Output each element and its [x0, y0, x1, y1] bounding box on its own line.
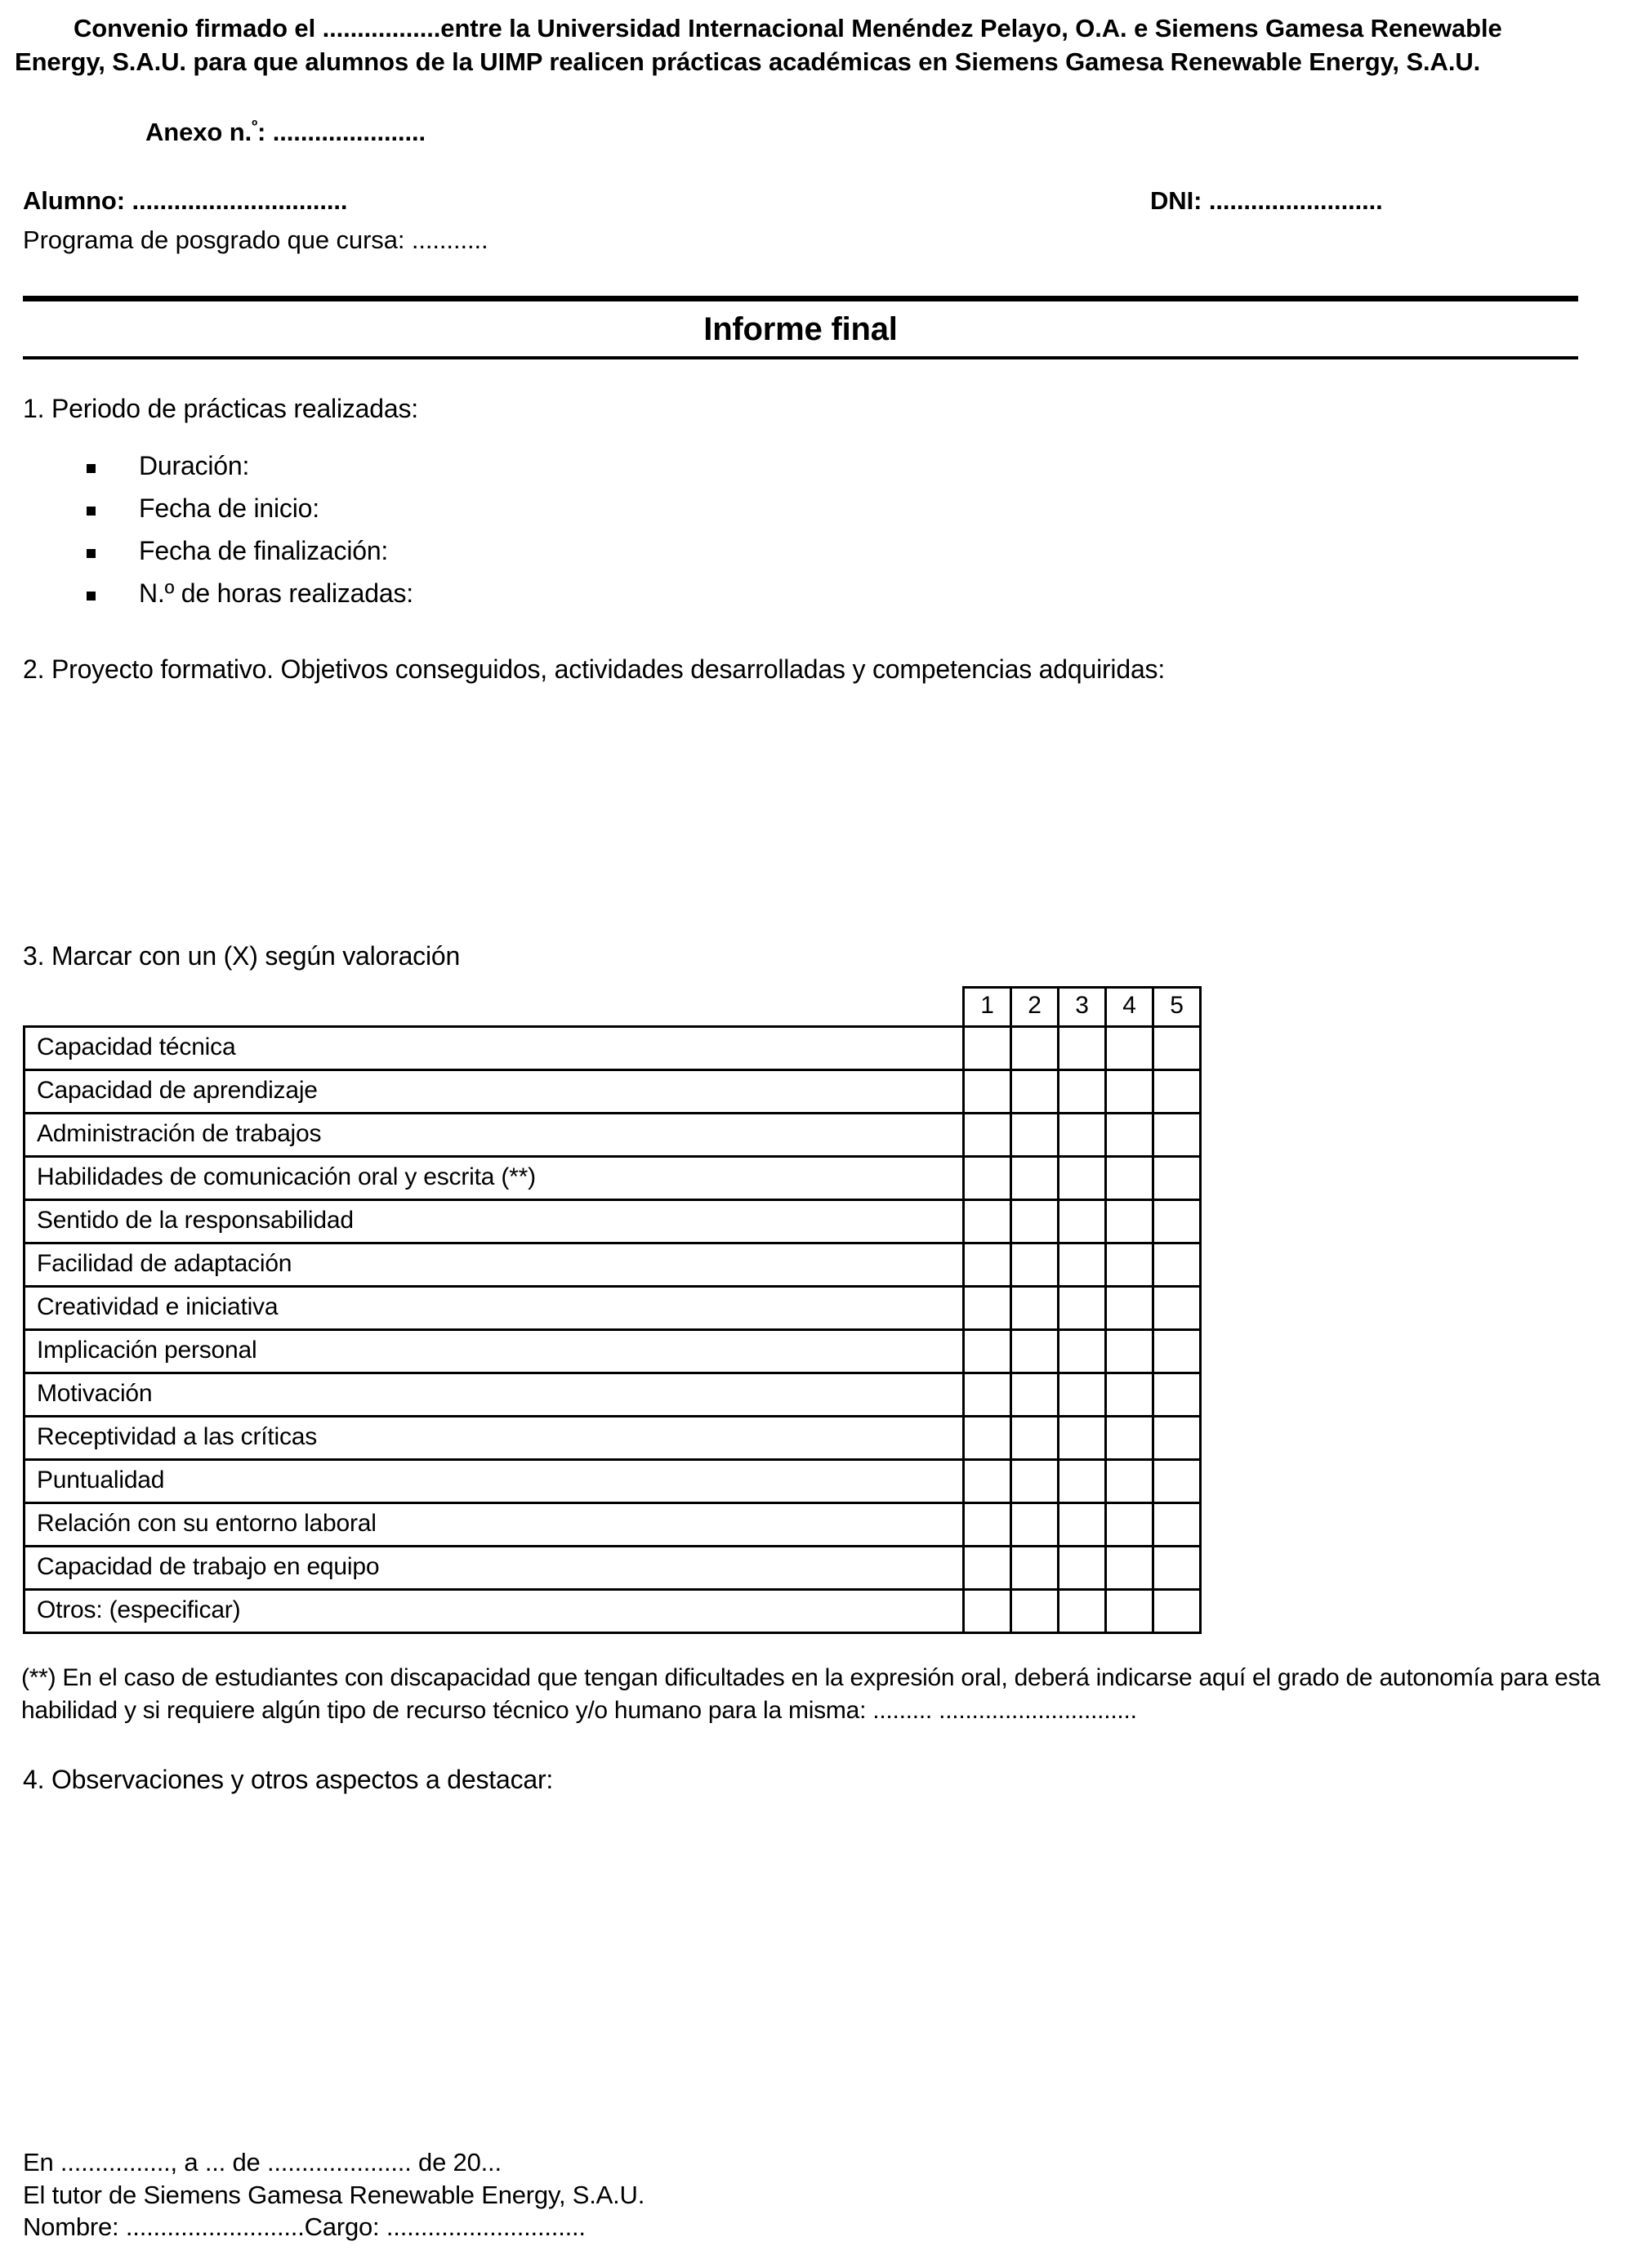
list-item-label: Duración:	[139, 451, 250, 481]
rating-cell-5[interactable]	[1153, 1113, 1201, 1156]
tutor-line: El tutor de Siemens Gamesa Renewable Energy, S.A.U.	[23, 2180, 645, 2209]
square-bullet-icon	[87, 464, 96, 473]
rating-cell-1[interactable]	[964, 1113, 1011, 1156]
rating-table-container	[23, 986, 1199, 1634]
rating-cell-3[interactable]	[1059, 1373, 1106, 1416]
list-item	[15, 445, 1608, 488]
list-item	[15, 530, 1608, 573]
rating-cell-3[interactable]	[1059, 1589, 1106, 1632]
rating-cell-1[interactable]	[964, 1199, 1011, 1243]
table-row	[25, 1156, 1201, 1199]
table-row	[25, 1546, 1201, 1589]
section-3-heading: 3. Marcar con un (X) según valoración	[23, 940, 461, 971]
table-row	[25, 1113, 1201, 1156]
place-date-line: En ................, a ... de ..................... de 20...	[23, 2148, 502, 2177]
rating-scale-header-4: 4	[1106, 987, 1153, 1026]
section-1-heading: 1. Periodo de prácticas realizadas:	[23, 394, 418, 424]
criterion-label: Creatividad e iniciativa	[25, 1286, 964, 1329]
criterion-label: Relación con su entorno laboral	[25, 1502, 964, 1546]
criterion-label: Implicación personal	[25, 1329, 964, 1373]
criterion-label: Facilidad de adaptación	[25, 1243, 964, 1286]
rating-cell-2[interactable]	[1011, 1502, 1059, 1546]
criterion-label: Receptividad a las críticas	[25, 1416, 964, 1459]
rating-scale-header-1: 1	[964, 987, 1011, 1026]
criterion-label: Capacidad de trabajo en equipo	[25, 1546, 964, 1589]
rating-cell-4[interactable]	[1106, 1416, 1153, 1459]
rating-cell-1[interactable]	[964, 1329, 1011, 1373]
rating-cell-5[interactable]	[1153, 1502, 1201, 1546]
list-item-label: Fecha de inicio:	[139, 493, 319, 524]
criterion-label: Puntualidad	[25, 1459, 964, 1502]
table-row	[25, 1459, 1201, 1502]
list-item-label: Fecha de finalización:	[139, 536, 389, 566]
rating-cell-4[interactable]	[1106, 1199, 1153, 1243]
rating-cell-3[interactable]	[1059, 1156, 1106, 1199]
rating-cell-5[interactable]	[1153, 1243, 1201, 1286]
rating-cell-5[interactable]	[1153, 1459, 1201, 1502]
rating-cell-2[interactable]	[1011, 1373, 1059, 1416]
table-row	[25, 1502, 1201, 1546]
rating-cell-2[interactable]	[1011, 1546, 1059, 1589]
criterion-label: Habilidades de comunicación oral y escrita (**)	[25, 1156, 964, 1199]
rating-table	[23, 986, 1202, 1634]
criterion-label: Otros: (especificar)	[25, 1589, 964, 1632]
table-row	[25, 1069, 1201, 1113]
rating-cell-4[interactable]	[1106, 1113, 1153, 1156]
report-title-band	[23, 296, 1578, 359]
table-row	[25, 1199, 1201, 1243]
rating-cell-3[interactable]	[1059, 1459, 1106, 1502]
rating-cell-5[interactable]	[1153, 1416, 1201, 1459]
rating-cell-4[interactable]	[1106, 1546, 1153, 1589]
agreement-header	[15, 0, 1608, 78]
rating-cell-3[interactable]	[1059, 1243, 1106, 1286]
rating-cell-3[interactable]	[1059, 1286, 1106, 1329]
rating-cell-2[interactable]	[1011, 1026, 1059, 1069]
rating-header-spacer	[25, 987, 964, 1026]
list-item-label: N.º de horas realizadas:	[139, 578, 413, 608]
rating-cell-3[interactable]	[1059, 1199, 1106, 1243]
rating-cell-4[interactable]	[1106, 1502, 1153, 1546]
rating-cell-1[interactable]	[964, 1373, 1011, 1416]
rating-cell-2[interactable]	[1011, 1199, 1059, 1243]
table-row	[25, 1416, 1201, 1459]
rating-cell-2[interactable]	[1011, 1156, 1059, 1199]
section-4-answer-area[interactable]	[15, 1795, 1608, 2146]
table-row	[25, 1026, 1201, 1069]
rating-cell-2[interactable]	[1011, 1589, 1059, 1632]
section-2-heading: 2. Proyecto formativo. Objetivos conseguidos, actividades desarrolladas y competencias adquiridas:	[23, 654, 1166, 684]
page-title: Informe final	[703, 311, 898, 348]
rating-cell-2[interactable]	[1011, 1329, 1059, 1373]
rating-cell-4[interactable]	[1106, 1156, 1153, 1199]
alumno-field: Alumno: ...............................	[23, 186, 348, 216]
rating-cell-3[interactable]	[1059, 1069, 1106, 1113]
rating-cell-4[interactable]	[1106, 1589, 1153, 1632]
rating-cell-1[interactable]	[964, 1026, 1011, 1069]
rating-cell-5[interactable]	[1153, 1286, 1201, 1329]
section-1-bullet-list	[15, 445, 1608, 614]
footnote-line-3: ..............................	[939, 1696, 1137, 1724]
rating-cell-2[interactable]	[1011, 1459, 1059, 1502]
rating-cell-5[interactable]	[1153, 1026, 1201, 1069]
rating-cell-5[interactable]	[1153, 1546, 1201, 1589]
rating-cell-4[interactable]	[1106, 1373, 1153, 1416]
table-row	[25, 1589, 1201, 1632]
rating-cell-1[interactable]	[964, 1546, 1011, 1589]
rating-cell-2[interactable]	[1011, 1286, 1059, 1329]
rating-cell-2[interactable]	[1011, 1113, 1059, 1156]
square-bullet-icon	[87, 549, 96, 558]
title-rule-top	[23, 296, 1578, 301]
rating-cell-5[interactable]	[1153, 1156, 1201, 1199]
rating-cell-2[interactable]	[1011, 1243, 1059, 1286]
anexo-value: : ......................	[257, 118, 426, 147]
rating-cell-5[interactable]	[1153, 1373, 1201, 1416]
rating-scale-header-3: 3	[1059, 987, 1106, 1026]
rating-cell-3[interactable]	[1059, 1329, 1106, 1373]
criterion-label: Capacidad de aprendizaje	[25, 1069, 964, 1113]
table-row	[25, 1286, 1201, 1329]
rating-table-header-row	[25, 987, 1201, 1026]
square-bullet-icon	[87, 592, 96, 600]
rating-cell-4[interactable]	[1106, 1286, 1153, 1329]
criterion-label: Sentido de la responsabilidad	[25, 1199, 964, 1243]
anexo-line	[145, 118, 1608, 147]
programa-field: Programa de posgrado que cursa: ...........	[23, 225, 488, 255]
table-row	[25, 1373, 1201, 1416]
criterion-label: Administración de trabajos	[25, 1113, 964, 1156]
table-row	[25, 1329, 1201, 1373]
rating-cell-4[interactable]	[1106, 1459, 1153, 1502]
section-4-heading: 4. Observaciones y otros aspectos a destacar:	[23, 1765, 554, 1795]
rating-cell-4[interactable]	[1106, 1243, 1153, 1286]
rating-cell-3[interactable]	[1059, 1416, 1106, 1459]
student-identification-row	[15, 186, 1608, 219]
rating-cell-1[interactable]	[964, 1069, 1011, 1113]
anexo-label: Anexo n.	[145, 118, 252, 147]
criterion-label: Capacidad técnica	[25, 1026, 964, 1069]
section-2-answer-area[interactable]	[15, 685, 1608, 899]
rating-cell-1[interactable]	[964, 1286, 1011, 1329]
rating-cell-1[interactable]	[964, 1416, 1011, 1459]
agreement-header-line-2: Energy, S.A.U. para que alumnos de la UIMP realicen prácticas académicas en Siemens Gamesa Renewable Energy, S.A.U.	[15, 47, 1481, 77]
rating-cell-3[interactable]	[1059, 1502, 1106, 1546]
rating-cell-5[interactable]	[1153, 1589, 1201, 1632]
agreement-header-line-1: Convenio firmado el .................entre la Universidad Internacional Menéndez Pelayo, O.A. e Siemens Gamesa Renewable	[74, 14, 1502, 42]
dni-field: DNI: .........................	[1150, 186, 1383, 216]
footnote-block	[21, 1662, 1606, 1727]
anexo-ordinal-superscript: º	[252, 118, 258, 136]
rating-cell-1[interactable]	[964, 1502, 1011, 1546]
list-item	[15, 488, 1608, 530]
footnote-line-1: (**) En el caso de estudiantes con discapacidad que tengan dificultades en la expresión oral, deberá indicarse aquí el grado de	[21, 1663, 1373, 1691]
rating-cell-4[interactable]	[1106, 1329, 1153, 1373]
square-bullet-icon	[87, 507, 96, 516]
rating-scale-header-5: 5	[1153, 987, 1201, 1026]
rating-cell-4[interactable]	[1106, 1069, 1153, 1113]
rating-cell-5[interactable]	[1153, 1199, 1201, 1243]
footnote-line-2: autonomía para esta habilidad y si requiere algún tipo de recurso técnico y/o humano para la misma: .........	[21, 1663, 1600, 1724]
rating-cell-3[interactable]	[1059, 1113, 1106, 1156]
rating-cell-1[interactable]	[964, 1459, 1011, 1502]
rating-cell-3[interactable]	[1059, 1546, 1106, 1589]
rating-cell-3[interactable]	[1059, 1026, 1106, 1069]
rating-cell-1[interactable]	[964, 1243, 1011, 1286]
list-item	[15, 573, 1608, 615]
signature-block	[23, 2146, 1608, 2243]
rating-cell-2[interactable]	[1011, 1416, 1059, 1459]
title-rule-bottom	[23, 356, 1578, 359]
rating-scale-header-2: 2	[1011, 987, 1059, 1026]
table-row	[25, 1243, 1201, 1286]
name-role-line: Nombre: ..........................Cargo: .............................	[23, 2212, 586, 2242]
rating-cell-4[interactable]	[1106, 1026, 1153, 1069]
rating-cell-1[interactable]	[964, 1589, 1011, 1632]
criterion-label: Motivación	[25, 1373, 964, 1416]
rating-cell-1[interactable]	[964, 1156, 1011, 1199]
rating-cell-5[interactable]	[1153, 1329, 1201, 1373]
rating-cell-2[interactable]	[1011, 1069, 1059, 1113]
rating-cell-5[interactable]	[1153, 1069, 1201, 1113]
